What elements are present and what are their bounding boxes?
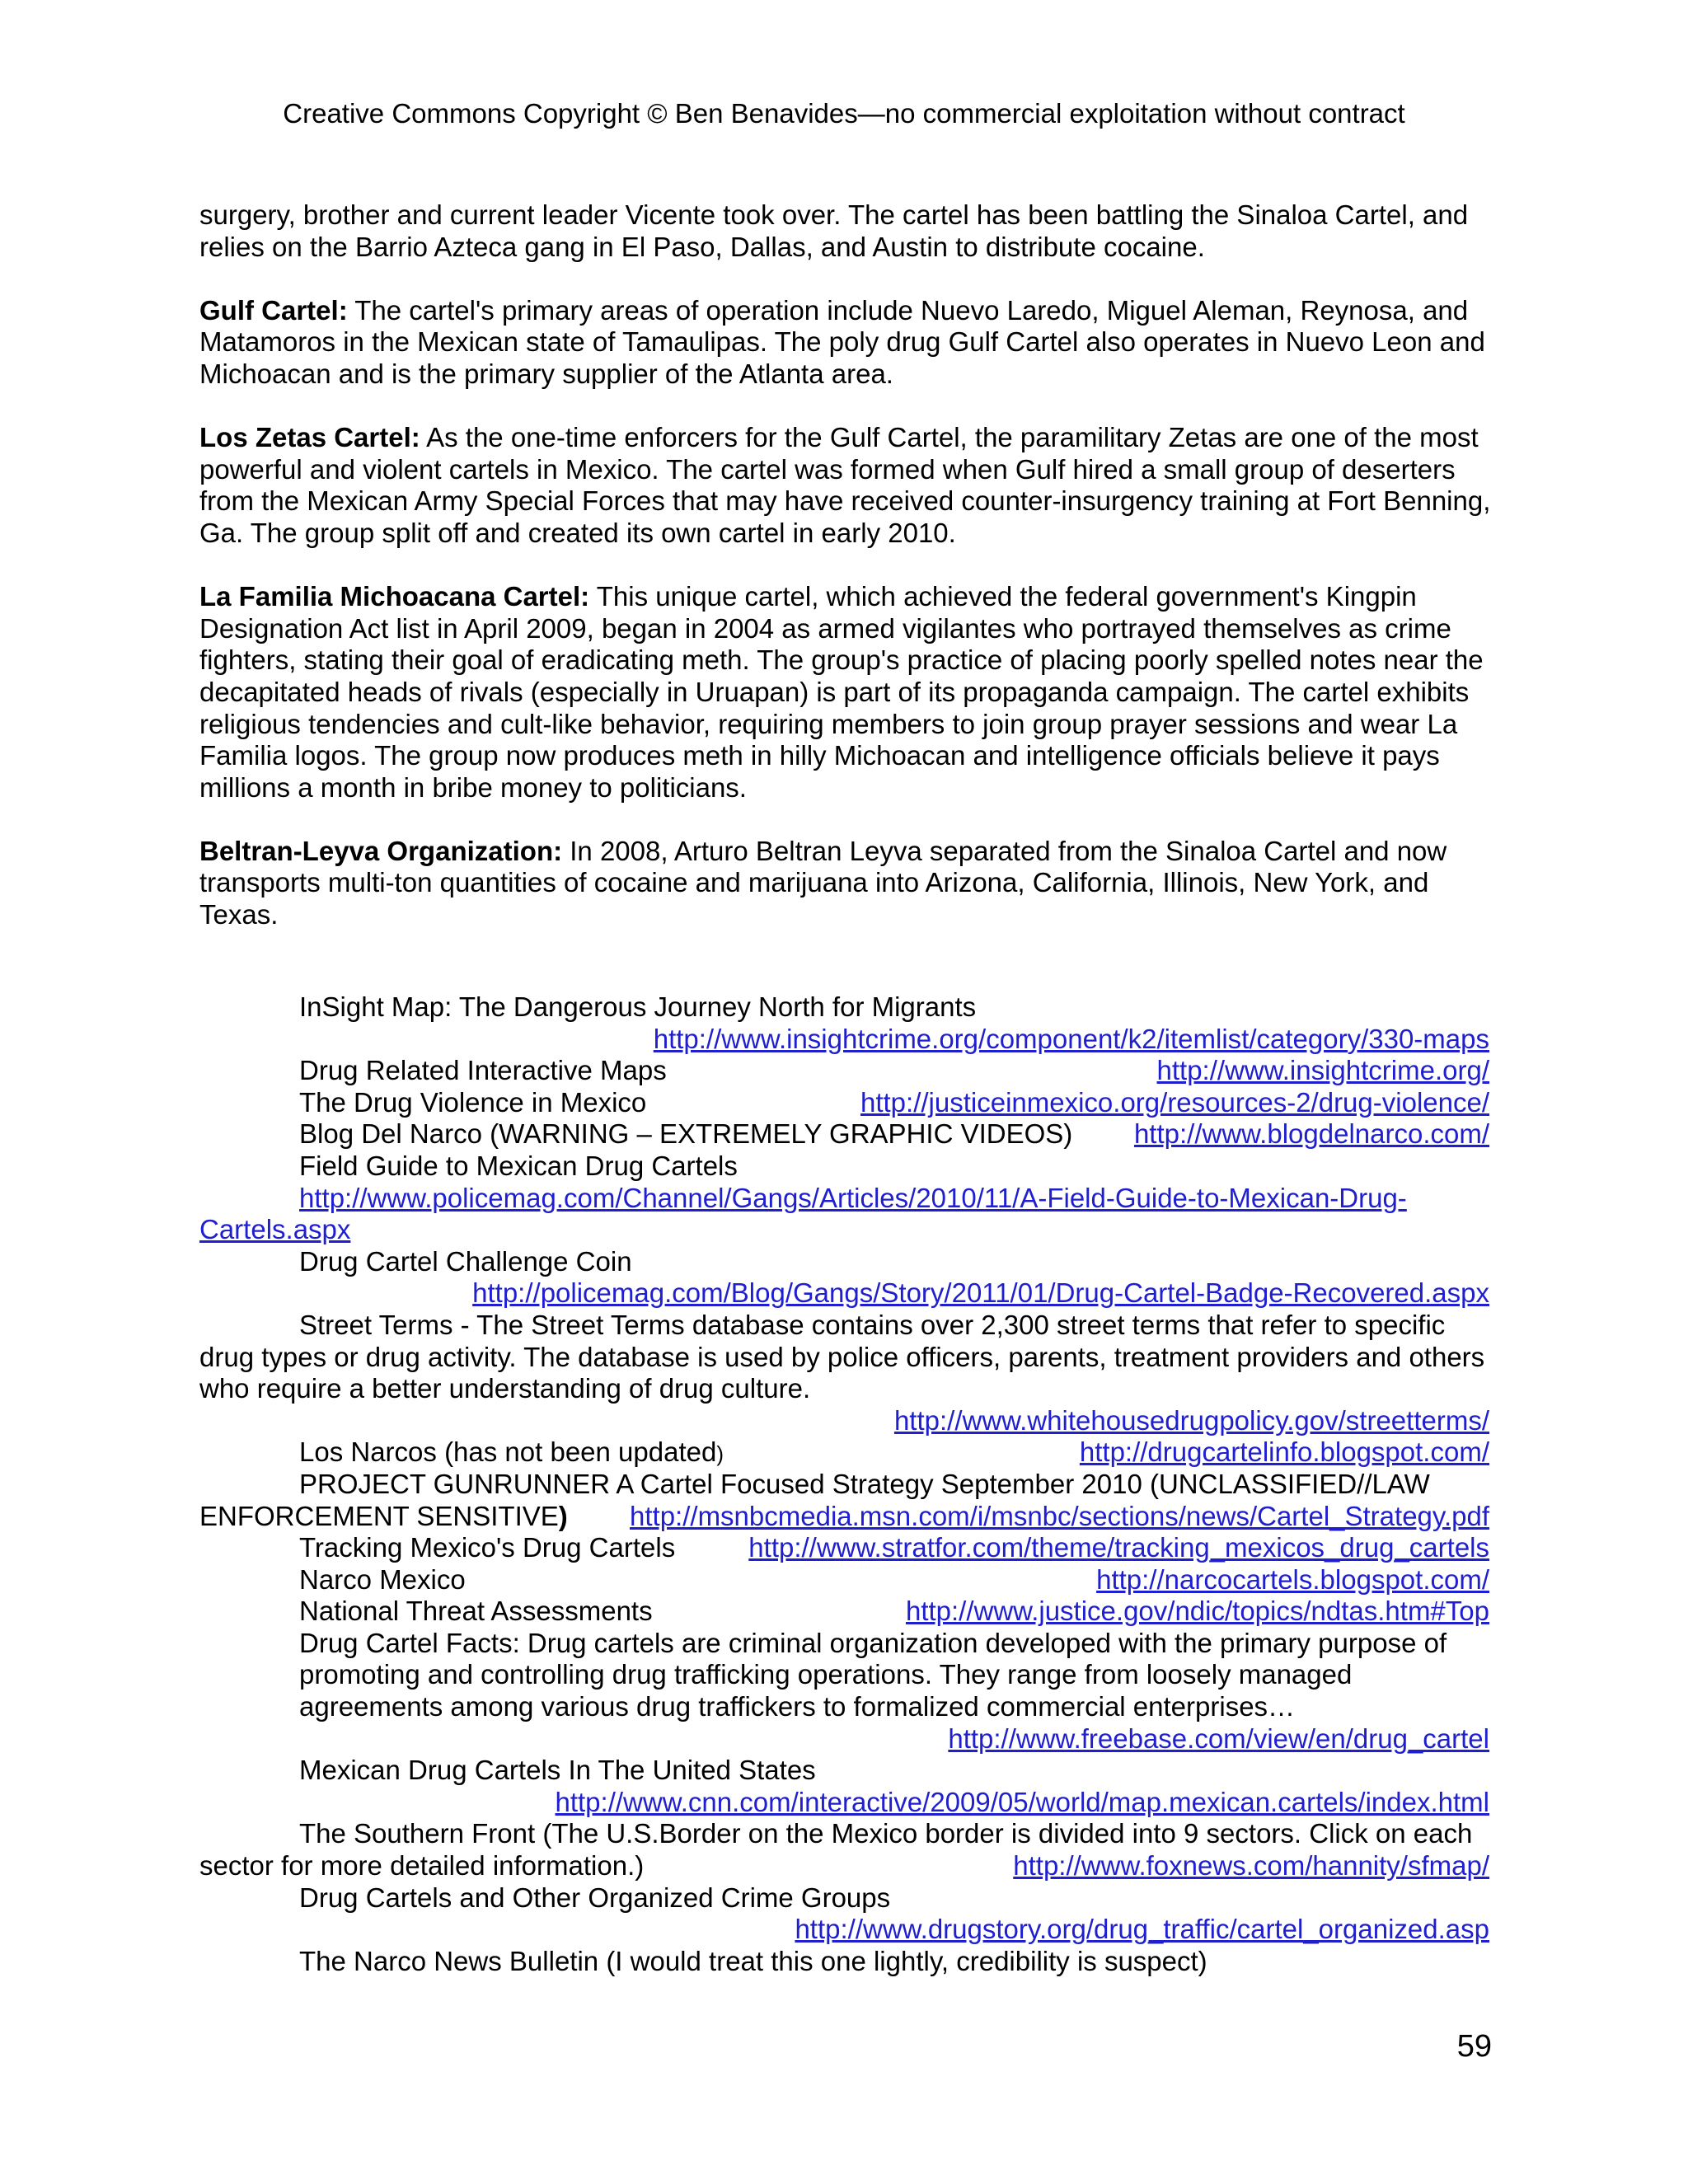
resource-los-narcos: Los Narcos (has not been updated) http://drugcartelinfo.blogspot.com/: [299, 1436, 1489, 1468]
heading-beltran-leyva: Beltran-Leyva Organization:: [199, 835, 563, 866]
cartel-facts-link[interactable]: http://www.freebase.com/view/en/drug_cartel: [948, 1722, 1489, 1754]
page-number: 59: [1456, 2029, 1492, 2064]
resource-challenge-coin-label: Drug Cartel Challenge Coin: [299, 1245, 632, 1277]
paragraph-beltran-leyva: Beltran-Leyva Organization: In 2008, Arturo Beltran Leyva separated from the Sinaloa Cartel and now transports multi-ton quantities of cocaine and marijuana into Arizona, California, Illinois, New York, and Texas.: [199, 835, 1447, 930]
southern-front-link[interactable]: http://www.foxnews.com/hannity/sfmap/: [1013, 1850, 1489, 1882]
resource-organized-crime: [199, 1914, 1489, 1946]
resource-street-terms-text: drug types or drug activity. The database is used by police officers, parents, treatment providers and others who require a better understanding of drug culture.: [199, 1341, 1485, 1404]
challenge-coin-link[interactable]: http://policemag.com/Blog/Gangs/Story/2011/01/Drug-Cartel-Badge-Recovered.aspx: [472, 1277, 1489, 1309]
drug-violence-link[interactable]: http://justiceinmexico.org/resources-2/drug-violence/: [860, 1086, 1489, 1118]
stratfor-link[interactable]: http://www.stratfor.com/theme/tracking_mexicos_drug_cartels: [748, 1532, 1489, 1563]
resource-gunrunner-title: PROJECT GUNRUNNER A Cartel Focused Strategy September 2010 (UNCLASSIFIED//LAW: [299, 1468, 1430, 1499]
resource-list: [199, 991, 1489, 1977]
field-guide-link-continued[interactable]: Cartels.aspx: [199, 1214, 351, 1245]
resource-street-terms: [199, 1405, 1489, 1437]
cartel-descriptions: [199, 199, 1493, 963]
paragraph-la-familia: La Familia Michoacana Cartel: This unique cartel, which achieved the federal government's Kingpin Designation Act list in April 2009, began in 2004 as armed vigilantes who portrayed themselves as crime fighters, stating their goal of eradicating meth. The group's practice of placing poorly spelled notes near the decapitated heads of rivals (especially in Uruapan) is part of its propaganda campaign. The cartel exhibits religious tendencies and cult-like behavior, requiring members to join group prayer sessions and wear La Familia logos. The group now produces meth in hilly Michoacan and intelligence officials believe it pays millions a month in bribe money to politicians.: [199, 581, 1484, 803]
resource-street-terms-lead: Street Terms - The Street Terms database contains over 2,300 street terms that refer to specific: [299, 1309, 1446, 1340]
resource-challenge-coin: [199, 1277, 1489, 1310]
organized-crime-link[interactable]: http://www.drugstory.org/drug_traffic/cartel_organized.asp: [795, 1914, 1489, 1945]
paragraph-los-zetas: Los Zetas Cartel: As the one-time enforcers for the Gulf Cartel, the paramilitary Zetas are one of the most powerful and violent cartels in Mexico. The cartel was formed when Gulf hired a small group of deserters from the Mexican Army Special Forces that may have received counter-insurgency training at Fort Benning, Ga. The group split off and created its own cartel in early 2010.: [199, 422, 1491, 548]
resource-field-guide-label: Field Guide to Mexican Drug Cartels: [299, 1150, 738, 1181]
blog-del-narco-link[interactable]: http://www.blogdelnarco.com/: [1133, 1118, 1489, 1150]
heading-los-zetas: Los Zetas Cartel:: [199, 422, 420, 453]
paragraph-juarez-continuation: surgery, brother and current leader Vicente took over. The cartel has been battling the Sinaloa Cartel, and relies on the Barrio Azteca gang in El Paso, Dallas, and Austin to distribute cocaine.: [199, 199, 1469, 262]
resource-cnn-label: Mexican Drug Cartels In The United States: [299, 1755, 816, 1786]
gunrunner-link[interactable]: http://msnbcmedia.msn.com/i/msnbc/sections/news/Cartel_Strategy.pdf: [630, 1500, 1489, 1531]
resource-blog-del-narco: Blog Del Narco (WARNING – EXTREMELY GRAPHIC VIDEOS) http://www.blogdelnarco.com/: [299, 1118, 1489, 1150]
resource-organized-crime-label: Drug Cartels and Other Organized Crime Groups: [299, 1882, 891, 1913]
paragraph-gulf-cartel: Gulf Cartel: The cartel's primary areas of operation include Nuevo Laredo, Miguel Aleman, Reynosa, and Matamoros in the Mexican state of Tamaulipas. The poly drug Gulf Cartel also operates in Nuevo Leon and Michoacan and is the primary supplier of the Atlanta area.: [199, 294, 1485, 389]
heading-la-familia: La Familia Michoacana Cartel:: [199, 581, 590, 612]
interactive-maps-link[interactable]: http://www.insightcrime.org/: [1156, 1055, 1489, 1086]
field-guide-link[interactable]: http://www.policemag.com/Channel/Gangs/Articles/2010/11/A-Field-Guide-to-Mexican-Drug-: [299, 1182, 1407, 1213]
resource-southern-front-lead: The Southern Front (The U.S.Border on the Mexico border is divided into 9 sectors. Click on each: [299, 1818, 1473, 1849]
resource-drug-violence: The Drug Violence in Mexico http://justiceinmexico.org/resources-2/drug-violence/: [299, 1086, 1489, 1118]
resource-insight-map: [199, 1024, 1489, 1056]
resource-cartel-facts-text: Drug Cartel Facts: Drug cartels are criminal organization developed with the primary purpose of promoting and controlling drug trafficking operations. They range from loosely managed agreements among various drug traffickers to formalized commercial enterprises…: [299, 1627, 1447, 1722]
insight-map-link[interactable]: http://www.insightcrime.org/component/k2/itemlist/category/330-maps: [653, 1023, 1489, 1054]
resource-gunrunner: ENFORCEMENT SENSITIVE) http://msnbcmedia.msn.com/i/msnbc/sections/news/Cartel_Strategy.pdf: [199, 1500, 1489, 1531]
resource-interactive-maps: Drug Related Interactive Maps http://www.insightcrime.org/: [299, 1055, 1489, 1086]
resource-field-guide-cont: [199, 1214, 1489, 1246]
resource-insight-map-label: InSight Map: The Dangerous Journey North for Migrants: [299, 991, 977, 1022]
resource-cartel-facts: [199, 1723, 1489, 1755]
copyright-header: Creative Commons Copyright © Ben Benavides—no commercial exploitation without contract: [283, 98, 1405, 129]
street-terms-link[interactable]: http://www.whitehousedrugpolicy.gov/streetterms/: [893, 1404, 1489, 1436]
resource-field-guide: [199, 1183, 1489, 1215]
resource-cnn: [199, 1787, 1489, 1819]
resource-threat-assessments: National Threat Assessments http://www.justice.gov/ndic/topics/ndtas.htm#Top: [299, 1596, 1489, 1627]
threat-assessments-link[interactable]: http://www.justice.gov/ndic/topics/ndtas.htm#Top: [905, 1596, 1489, 1627]
resource-stratfor: Tracking Mexico's Drug Cartels http://www.stratfor.com/theme/tracking_mexicos_drug_cartels: [299, 1532, 1489, 1563]
los-narcos-link[interactable]: http://drugcartelinfo.blogspot.com/: [1079, 1436, 1489, 1468]
resource-southern-front: sector for more detailed information.) http://www.foxnews.com/hannity/sfmap/: [199, 1850, 1489, 1882]
heading-gulf-cartel: Gulf Cartel:: [199, 294, 348, 326]
resource-narco-news: The Narco News Bulletin (I would treat this one lightly, credibility is suspect): [299, 1945, 1207, 1976]
resource-narco-mexico: Narco Mexico http://narcocartels.blogspot.com/: [299, 1563, 1489, 1595]
narco-mexico-link[interactable]: http://narcocartels.blogspot.com/: [1096, 1563, 1489, 1595]
cnn-link[interactable]: http://www.cnn.com/interactive/2009/05/world/map.mexican.cartels/index.html: [555, 1786, 1489, 1817]
